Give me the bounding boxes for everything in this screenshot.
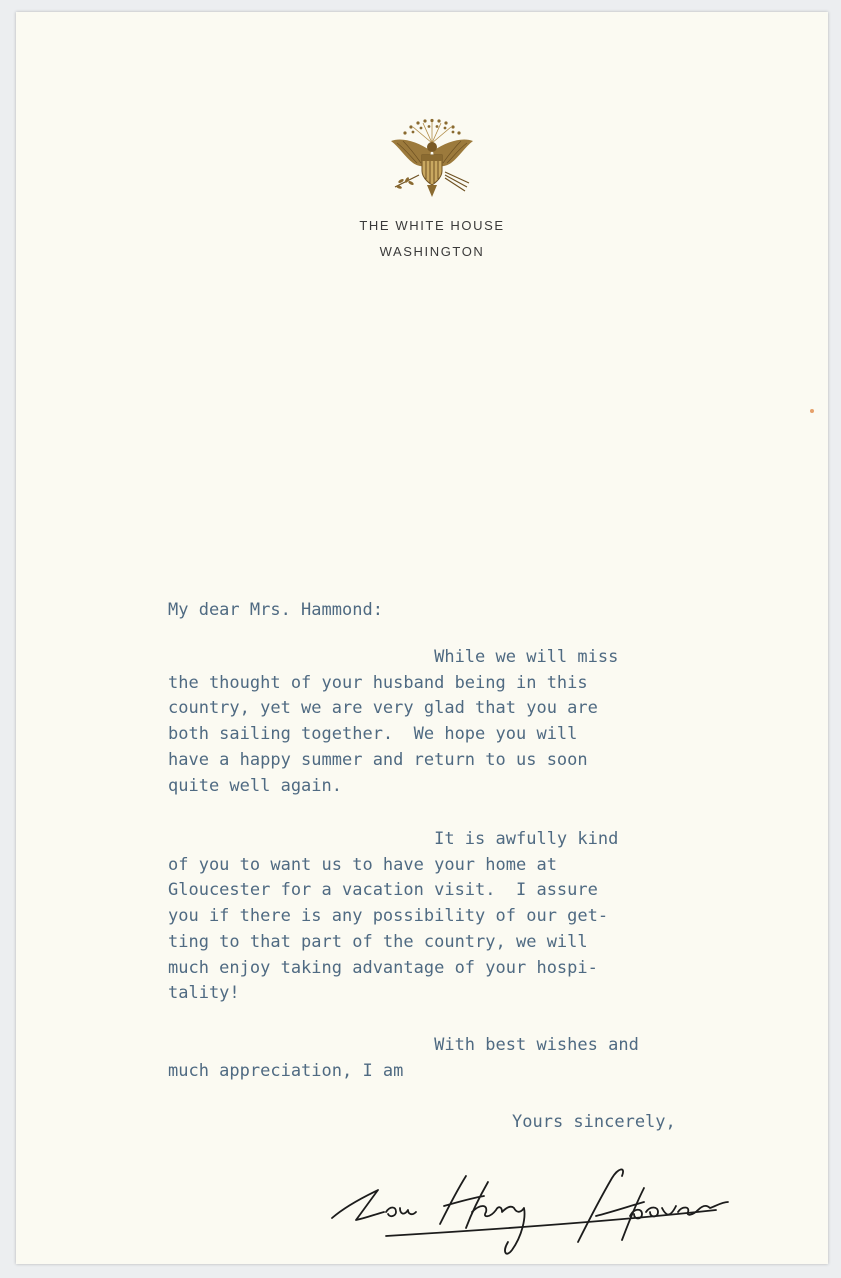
presidential-seal-icon (383, 113, 479, 209)
letter-paragraph-3: With best wishes and much appreciation, I am (168, 1035, 639, 1081)
letter-page (16, 12, 828, 1264)
letterhead-title: THE WHITE HOUSE (359, 218, 505, 233)
letter-paragraph-1: While we will miss the thought of your husband being in this country, yet we are very glad that you are both sailing together. We hope you will have a happy summer and return to us soon quite well again. (168, 647, 619, 796)
letter-closing: Yours sincerely, (512, 1112, 676, 1132)
letterhead-location: WASHINGTON (379, 244, 485, 259)
handwritten-signature (326, 1132, 806, 1262)
paper-spot (810, 409, 814, 413)
letter-salutation: My dear Mrs. Hammond: (168, 600, 383, 620)
letter-paragraph-2: It is awfully kind of you to want us to have your home at Gloucester for a vacation visit. I assure you if there is any possibility of our get- ting to that part of the country, we will much enjoy taking advantage of your hospi- tality! (168, 829, 619, 1004)
